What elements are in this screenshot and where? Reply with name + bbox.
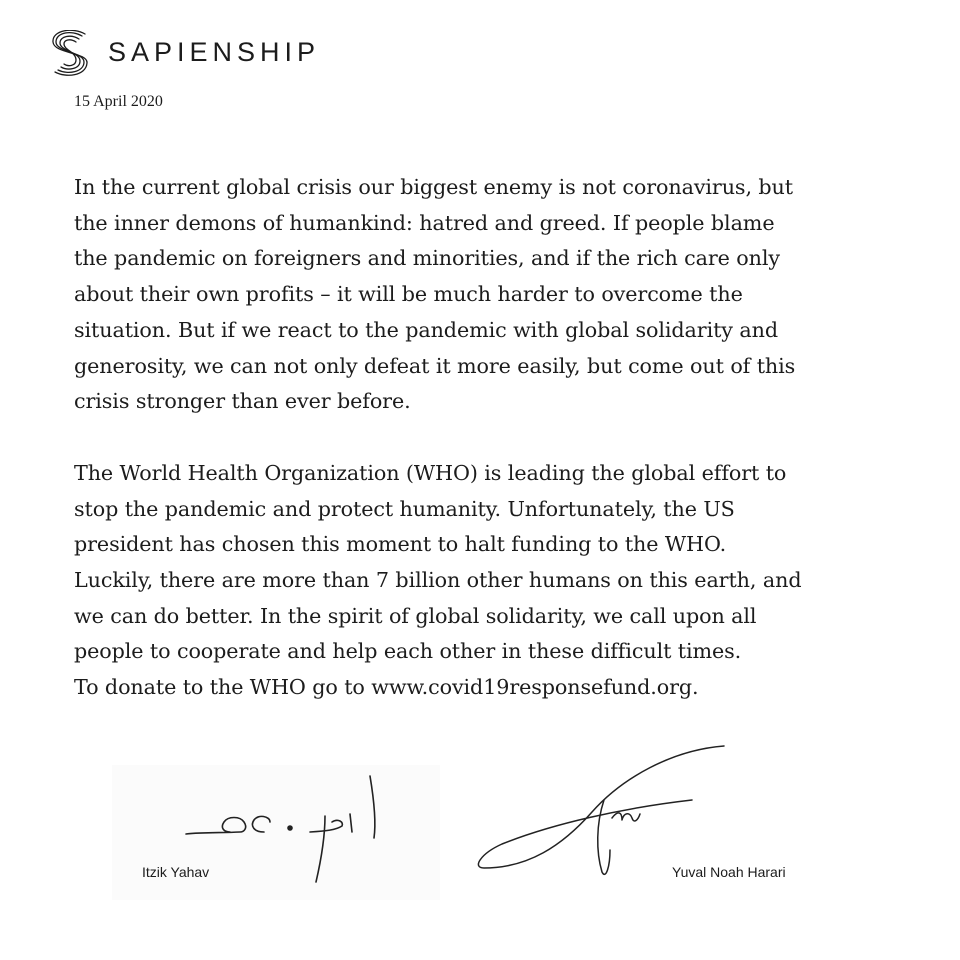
text-line: president has chosen this moment to halt funding to the WHO. — [74, 532, 727, 557]
text-line: crisis stronger than ever before. — [74, 389, 411, 414]
text-line: The World Health Organization (WHO) is leading the global effort to — [74, 460, 787, 485]
paragraph-2 — [74, 456, 904, 706]
text-line: Luckily, there are more than 7 billion other humans on this earth, and — [74, 568, 802, 593]
brand-name: SAPIENSHIP — [108, 37, 321, 67]
text-line: the pandemic on foreigners and minorities, and if the rich care only — [74, 246, 780, 271]
signer-name-yuval-noah-harari: Yuval Noah Harari — [672, 864, 786, 880]
text-line: generosity, we can not only defeat it more easily, but come out of this — [74, 353, 796, 378]
text-line: situation. But if we react to the pandemic with global solidarity and — [74, 317, 778, 342]
itzik-yahav-signature — [180, 770, 400, 890]
sapienship-s-icon — [52, 30, 88, 76]
text-line: In the current global crisis our biggest enemy is not coronavirus, but — [74, 175, 793, 199]
text-line: about their own profits – it will be much harder to overcome the — [74, 282, 743, 307]
text-line: we can do better. In the spirit of global solidarity, we call upon all — [74, 603, 757, 628]
signer-name-itzik-yahav: Itzik Yahav — [142, 864, 210, 880]
letter-date: 15 April 2020 — [74, 93, 163, 110]
letter-body — [74, 170, 904, 706]
text-line: To donate to the WHO go to www.covid19responsefund.org. — [74, 675, 699, 700]
text-line: people to cooperate and help each other in these difficult times. — [74, 639, 742, 664]
text-line: the inner demons of humankind: hatred and greed. If people blame — [74, 210, 775, 235]
text-line: stop the pandemic and protect humanity. Unfortunately, the US — [74, 496, 735, 521]
paragraph-1 — [74, 170, 904, 420]
